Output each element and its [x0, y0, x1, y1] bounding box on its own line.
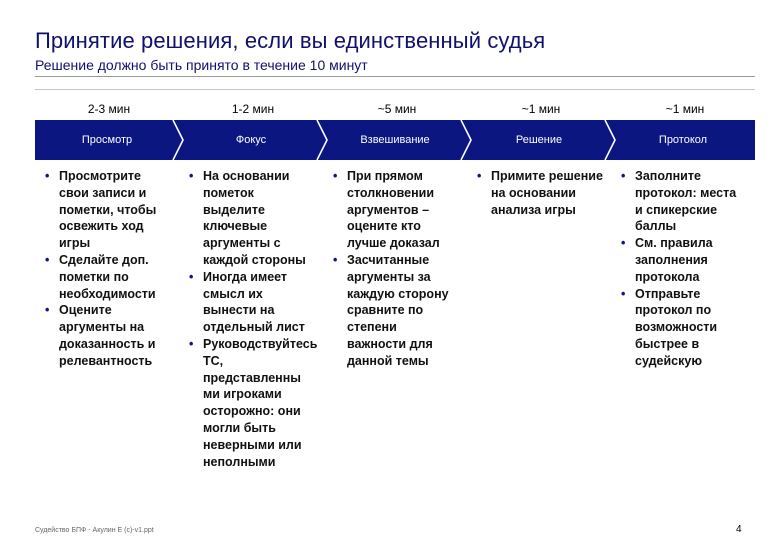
- stage-chevron-decision: [467, 120, 611, 160]
- stage-label: Протокол: [658, 134, 708, 146]
- stage-column-review: [35, 168, 179, 498]
- duration-label: ~5 мин: [377, 102, 417, 116]
- bullet-item: • Отправьте протокол по возможности быстрее в судейскую: [617, 286, 747, 370]
- bullet-item: • При прямом столкновении аргументов – оцените кто лучше доказал: [329, 168, 459, 252]
- chevron-divider-icon: [459, 120, 473, 160]
- bullet-item: • Засчитанные аргументы за каждую сторону сравните по степени важности для данной темы: [329, 252, 459, 370]
- slide-title: Принятие решения, если вы единственный судья: [35, 28, 546, 53]
- bullet-item: • Оцените аргументы на доказанность и релевантность: [41, 302, 171, 369]
- stage-column-focus: [179, 168, 323, 498]
- bullet-item: • Заполните протокол: места и спикерские баллы: [617, 168, 747, 235]
- duration-label: 2-3 мин: [87, 102, 131, 116]
- footer-source: Судейство БПФ - Акулин Е (с)-v1.ppt: [35, 527, 154, 534]
- duration-label: 1-2 мин: [231, 102, 275, 116]
- bullet-item: • Просмотрите свои записи и пометки, чтобы освежить ход игры: [41, 168, 171, 252]
- bullet-item: • См. правила заполнения протокола: [617, 235, 747, 285]
- stage-chevron-focus: [179, 120, 323, 160]
- stage-label: Просмотр: [81, 134, 133, 146]
- duration-row: [35, 102, 755, 120]
- chevron-divider-icon: [171, 120, 185, 160]
- bullet-item: • Сделайте доп. пометки по необходимости: [41, 252, 171, 302]
- slide-subtitle: Решение должно быть принято в течение 10 минут: [35, 57, 368, 73]
- duration-label: ~1 мин: [521, 102, 561, 116]
- stage-column-weighing: [323, 168, 467, 498]
- bullet-item: • Иногда имеет смысл их вынести на отдельный лист: [185, 269, 315, 336]
- stage-details: [35, 168, 755, 498]
- stage-chevron-protocol: [611, 120, 755, 160]
- bullet-item: • Руководствуйтесь ТС, представленны ми игроками осторожно: они могли быть неверными или неполными: [185, 336, 315, 470]
- stage-column-protocol: [611, 168, 755, 498]
- page-number: 4: [736, 524, 742, 535]
- duration-label: ~1 мин: [665, 102, 705, 116]
- stage-label: Фокус: [235, 134, 267, 146]
- divider: [35, 89, 755, 90]
- process-chevron-bar: [35, 120, 755, 160]
- stage-label: Решение: [515, 134, 563, 146]
- bullet-item: • Примите решение на основании анализа игры: [473, 168, 603, 218]
- chevron-divider-icon: [603, 120, 617, 160]
- divider: [35, 76, 755, 77]
- stage-chevron-weighing: [323, 120, 467, 160]
- chevron-divider-icon: [315, 120, 329, 160]
- stage-chevron-review: [35, 120, 179, 160]
- bullet-item: • На основании пометок выделите ключевые аргументы с каждой стороны: [185, 168, 315, 269]
- stage-column-decision: [467, 168, 611, 498]
- stage-label: Взвешивание: [360, 134, 430, 146]
